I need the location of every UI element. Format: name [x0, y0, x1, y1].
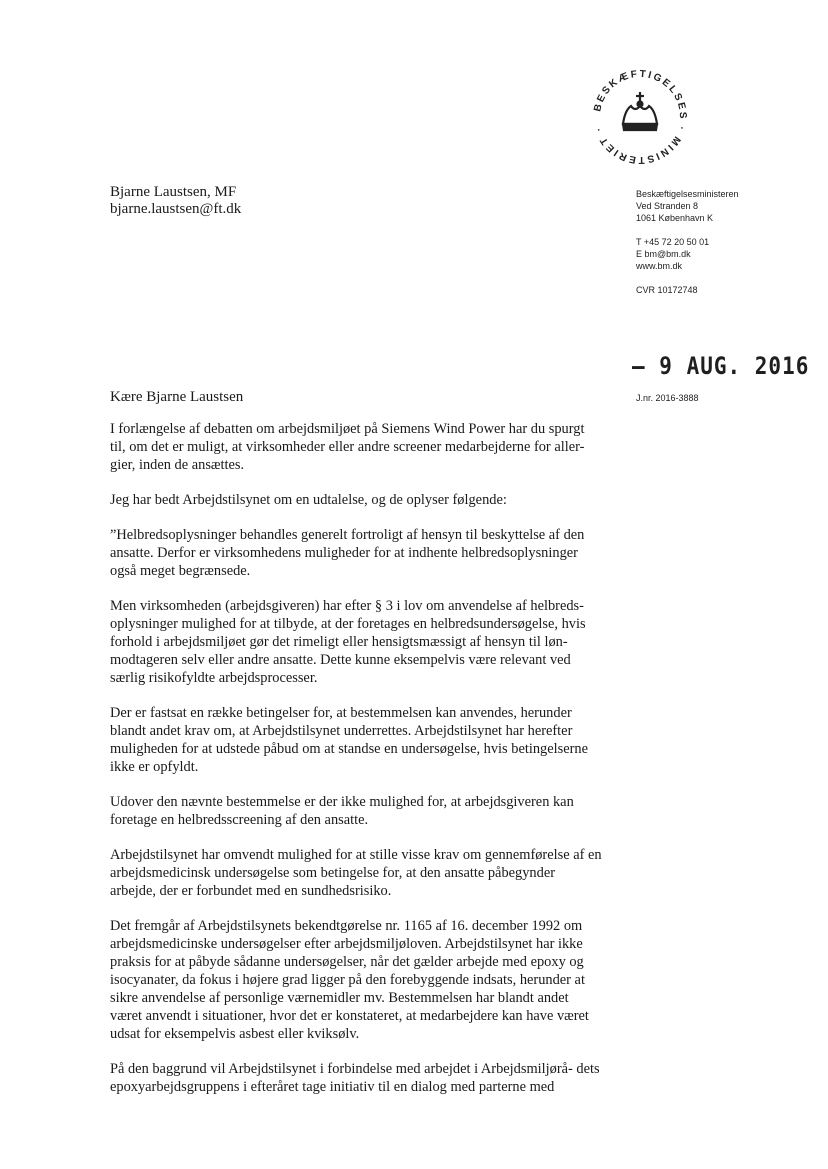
crown-icon	[623, 92, 657, 130]
ministry-seal-logo	[585, 62, 695, 172]
sender-city: 1061 København K	[636, 213, 714, 223]
sender-phone: T +45 72 20 50 01	[636, 237, 710, 247]
paragraph: På den baggrund vil Arbejdstilsynet i forbindelse med arbejdet i Arbejdsmiljørå- dets epoxyarbejdsgruppens i efteråret tage initiativ til en dialog med parterne med	[110, 1061, 600, 1095]
sender-cvr: CVR 10172748	[636, 285, 698, 295]
recipient-name: Bjarne Laustsen, MF	[110, 184, 237, 200]
paragraph: Arbejdstilsynet har omvendt mulighed for at stille visse krav om gennemførelse af en arbejdsmedicinsk undersøgelse som betingelse for, at den ansatte påbegynder arbejde, der er forbundet med en sundhedsrisiko.	[110, 847, 602, 899]
paragraph: Der er fastsat en række betingelser for, at bestemmelsen kan anvendes, herunder blandt andet krav om, at Arbejdstilsynet underrettes. Arbejdstilsynet har herefter muligheden for at udstede påbud om at standse en undersøgelse, hvis betingelserne ikke er opfyldt.	[110, 705, 588, 775]
paragraph: Men virksomheden (arbejdsgiveren) har efter § 3 i lov om anvendelse af helbreds- oplysninger mulighed for at tilbyde, at der foretages en helbredsundersøgelse, hvis forhold i arbejdsmiljøet gør det rimeligt eller hensigtsmæssigt af hensyn til løn- modtageren selv eller andre ansatte. Dette kunne eksempelvis være relevant ved særlig risikofyldte arbejdsprocesser.	[110, 598, 586, 686]
sender-block	[636, 188, 796, 296]
salutation: Kære Bjarne Laustsen	[110, 389, 244, 405]
sender-org: Beskæftigelsesministeren	[636, 189, 739, 199]
paragraph: ”Helbredsoplysninger behandles generelt fortroligt af hensyn til beskyttelse af den ansatte. Derfor er virksomhedens muligheder for at indhente helbredsoplysninger også meget begrænsede.	[110, 527, 585, 579]
sender-email: E bm@bm.dk	[636, 249, 691, 259]
date-stamp: – 9 AUG. 2016	[632, 352, 810, 380]
sender-web: www.bm.dk	[636, 261, 683, 271]
svg-text:BESKÆFTIGELSES · MINISTERIET ·: BESKÆFTIGELSES · MINISTERIET ·	[592, 68, 689, 166]
recipient-email: bjarne.laustsen@ft.dk	[110, 201, 242, 217]
journal-number: J.nr. 2016-3888	[636, 393, 699, 403]
sender-street: Ved Stranden 8	[636, 201, 699, 211]
recipient-block	[110, 184, 241, 218]
paragraph: Udover den nævnte bestemmelse er der ikke mulighed for, at arbejdsgiveren kan foretage en helbredsscreening af den ansatte.	[110, 794, 574, 828]
paragraph: Det fremgår af Arbejdstilsynets bekendtgørelse nr. 1165 af 16. december 1992 om arbejdsmedicinske undersøgelser efter arbejdsmiljøloven. Arbejdstilsynet har ikke praksis for at påbyde sådanne undersøgelser, når det gælder arbejde med epoxy og isocyanater, da fokus i højere grad ligger på den forebyggende indsats, herunder at sikre anvendelse af personlige værnemidler mv. Bestemmelsen har blandt andet været anvendt i situationer, hvor det er konstateret, at medarbejdere kan have været udsat for eksempelvis asbest eller kviksølv.	[110, 918, 589, 1042]
letter-body	[110, 420, 602, 1113]
paragraph: Jeg har bedt Arbejdstilsynet om en udtalelse, og de oplyser følgende:	[110, 492, 507, 508]
paragraph: I forlængelse af debatten om arbejdsmiljøet på Siemens Wind Power har du spurgt til, om det er muligt, at virksomheder eller andre screener medarbejderne for aller- gier, inden de ansættes.	[110, 421, 585, 473]
